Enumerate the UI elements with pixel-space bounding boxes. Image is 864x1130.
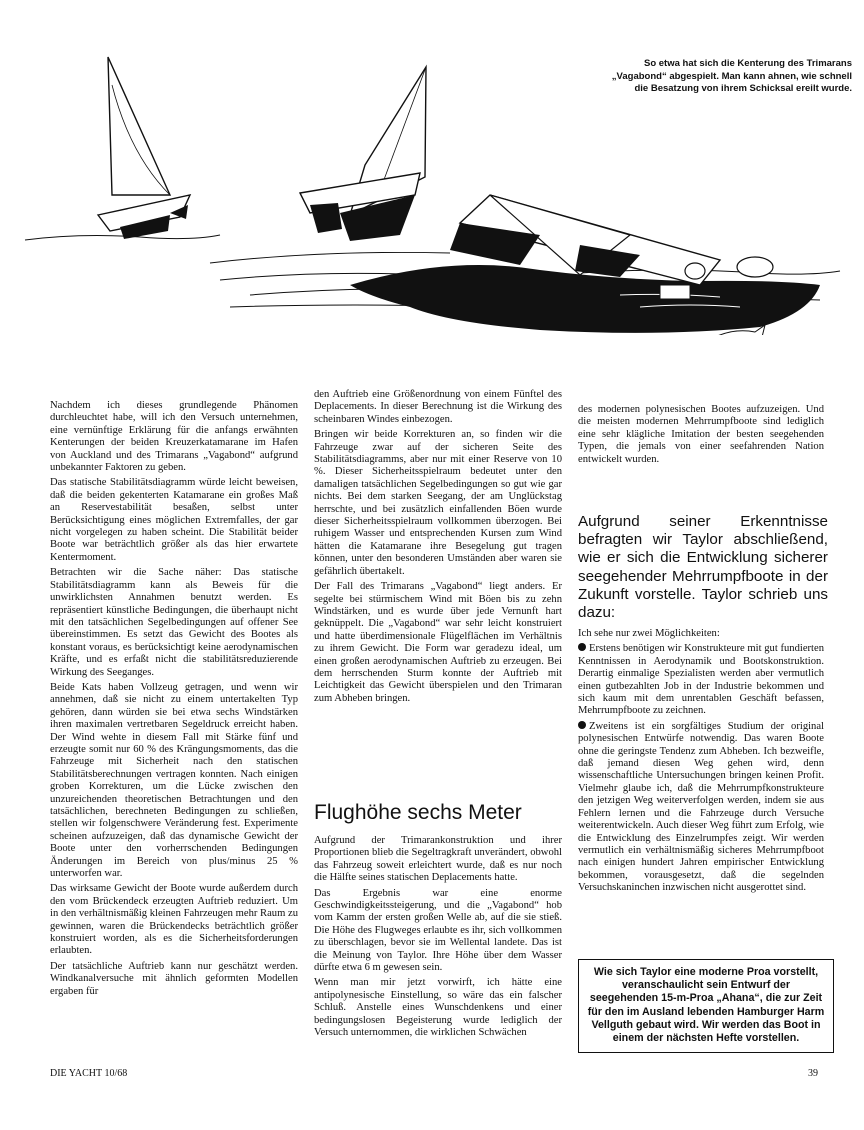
bullet-icon xyxy=(578,643,586,651)
pull-quote: Aufgrund seiner Erkenntnisse befragten wir Taylor abschließend, wie er sich die Entwicklung sicherer seegehender Mehrrumpfboote in der Zukunft vorstelle. Taylor schrieb uns dazu: xyxy=(578,513,828,622)
column-2 xyxy=(314,389,562,708)
paragraph: Ich sehe nur zwei Möglichkeiten: xyxy=(578,628,720,639)
paragraph: Der Fall des Trimarans „Vagabond“ liegt anders. Er segelte bei stürmischem Wind mit Böen bis zu zehn Windstärken, und es wurde über jede Vernunft hart geknüppelt. Die „Vagabond“ war sehr leicht konstruiert und hatte überdimensionale Flügelflächen im Verhältnis zu ihrem Gewicht. Die Form war geradezu ideal, um einen großen aerodynamischen Auftrieb zu erzeugen. Bei dem herrschenden Sturm konnte der Auftrieb mit Leichtigkeit das Gewicht überspielen und den Trimaran zum Abheben bringen. xyxy=(314,581,562,704)
paragraph: Aufgrund der Trimarankonstruktion und ihrer Proportionen blieb die Segeltragkraft unverändert, obwohl das Fahrzeug soweit erleichtert wurde, daß es nur noch die Hälfte seines statischen Deplacements hatte. xyxy=(314,835,562,884)
paragraph: Nachdem ich dieses grundlegende Phänomen durchleuchtet habe, will ich den Versuch unternehmen, eine vernünftige Erklärung für die anfangs erwähnten Kenterungen der beiden Kreuzerkatamarane im Hafen von Auckland und des Trimarans „Vagabond“ aufgrund unbekannter Faktoren zu geben. xyxy=(50,400,298,474)
paragraph: Betrachten wir die Sache näher: Das statische Stabilitätsdiagramm kann als Beweis für die unwirklichsten Annahmen benutzt werden. Es repräsentiert künstliche Bedingungen, die überhaupt nicht mit den tatsächlichen Segelbedingungen auf offener See übereinstimmen. Es setzt das Gewicht des Bootes als konstant voraus, es berücksichtigt keine aerodynamischen Kräfte, und es erfaßt nicht die stabilitätsreduzierende Wirkung des Seeganges. xyxy=(50,567,298,678)
bullet-paragraph: Zweitens ist ein sorgfältiges Studium der original polynesischen Entwürfe notwendig. Das waren Boote ohne die geringste Tendenz zum Abheben. Ich bezweifle, daß jemand diesen Weg gehen wird, denn wissenschaftliche Untersuchungen bringen keinen Profit. Vielmehr glaube ich, daß die Mehrrumpfkonstrukteure den jetzigen Weg weiterverfolgen werden, indem sie aus Fehlern lernen und die Fahrzeuge durch Versuche weiterentwickeln. Auch dieser Weg führt zum Erfolg, wie die Entwicklung des Einzelrumpfes zeigt. Wir werden vermutlich ein verhältnismäßig sicheres Mehrrumpfboot nach einigen hundert Jahren empirischer Entwicklung bekommen, vorausgesetzt, daß die segelnden Versuchskaninchen inzwischen nicht ausgerottet sind. xyxy=(578,720,824,894)
paragraph: Bringen wir beide Korrekturen an, so finden wir die Fahrzeuge zwar auf der sicheren Seite des Stabilitätsdiagramms, aber nur mit einer Reserve von 10 %. Dieser Sicherheitsspielraum bedeutet unter den damaligen tatsächlichen Segelbedingungen so gut wie gar nichts. Bei dem starken Seegang, der am Unglückstag herrschte, und bei zusätzlich einfallenden Böen wurde dieser Sicherheitsspielraum vollkommen überzogen. Bei ruhigem Wasser und entsprechenden Kursen zum Wind hätten die Katamarane ihre Besegelung gut tragen können, unter den besonderen Umständen aber waren sie gefährlich übertakelt. xyxy=(314,429,562,577)
illustration-caption: So etwa hat sich die Kenterung des Trimarans „Vagabond“ abgespielt. Man kann ahnen, wie schnell die Besatzung von ihrem Schicksal ereilt wurde. xyxy=(611,58,852,94)
column-3-continued xyxy=(578,628,824,898)
paragraph: Beide Kats haben Vollzeug getragen, und wenn wir annehmen, daß sie nicht zu einem untertakelten Typ gehören, dann würden sie bei etwa sechs Windstärken ihren maximalen vertretbaren Segeldruck erreicht haben. Der Wind wehte in diesem Fall mit Stärke fünf und erzeugte somit nur 60 % des Krängungsmoments, das die Fahrzeuge mit Sicherheit nach den statischen Stabilitätsberechnungen vertragen konnten. Nach einigen groben Korrekturen, um die Lücke zwischen den unzureichenden theoretischen Betrachtungen und den tatsächlichen, berechneten Bedingungen zu schließen, stellen wir folgenschwere Veränderung fest. Experimente scheinen aufzuzeigen, daß das dynamische Gewicht der Boote unter den vorherrschenden Bedingungen Änderungen im Bereich von plus/minus 25 % unterworfen war. xyxy=(50,681,298,880)
column-2-continued xyxy=(314,835,562,1043)
paragraph: Der tatsächliche Auftrieb kann nur geschätzt werden. Windkanalversuche mit ähnlich geformten Modellen ergaben für xyxy=(50,960,298,997)
info-box: Wie sich Taylor eine moderne Proa vorstellt, veranschaulicht sein Entwurf der seegehenden 15-m-Proa „Ahana“, die zur Zeit für den im Ausland lebenden Hamburger Harm Vellguth gebaut wird. Wir werden das Boot in einem der nächsten Hefte vorstellen. xyxy=(578,959,834,1053)
paragraph: Wenn man mir jetzt vorwirft, ich hätte eine antipolynesische Einstellung, so wäre das ein falscher Schluß. Anstelle eines Wunschdenkens und einer bedingungslosen Begeisterung wurde lediglich der Versuch unternommen, die wirklichen Schwächen xyxy=(314,977,562,1039)
paragraph: des modernen polynesischen Bootes aufzuzeigen. Und die meisten modernen Mehrrumpfboote sind lediglich eine sehr klägliche Imitation der besten seegehenden Typen, die jemals von einer seefahrenden Nation entwickelt wurden. xyxy=(578,404,824,465)
paragraph: den Auftrieb eine Größenordnung von einem Fünftel des Deplacements. In dieser Berechnung ist die Wirkung des scheinbaren Windes einbezogen. xyxy=(314,389,562,425)
column-1 xyxy=(50,400,298,1001)
bullet-icon xyxy=(578,721,586,729)
section-heading: Flughöhe sechs Meter xyxy=(314,801,522,824)
column-3 xyxy=(578,404,824,469)
magazine-issue: DIE YACHT 10/68 xyxy=(50,1068,128,1079)
paragraph: Das Ergebnis war eine enorme Geschwindigkeitssteigerung, und die „Vagabond“ hob vom Kamm der ersten großen Welle ab, auf die sie stieß. Die Höhe des Flugweges erlaubte es ihr, sich vollkommen zu überschlagen, bevor sie im Wellental landete. Das ist die Meinung von Taylor. Ihre Höhe über dem Wasser dürfte etwa 6 m gewesen sein. xyxy=(314,887,562,974)
page-number: 39 xyxy=(808,1068,818,1079)
paragraph: Das wirksame Gewicht der Boote wurde außerdem durch den vom Brückendeck erzeugten Auftrieb reduziert. Um in den verhältnismäßig kleinen Fahrzeugen mehr Raum zu gewinnen, waren die Brückendecks beträchtlich größer konstruiert worden, als es die Sicherheitsforderungen erlaubten. xyxy=(50,883,298,957)
paragraph: Das statische Stabilitätsdiagramm würde leicht beweisen, daß die beiden gekenterten Katamarane ein großes Maß an Reservestabilität besaßen, selbst unter Berücksichtigung eines möglichen Extremfalles, der gar nicht vorgelegen zu haben scheint. Die Stabilität beider Boote war beträchtlich größer als das hier erwartete Kentermoment. xyxy=(50,477,298,563)
bullet-paragraph: Erstens benötigen wir Konstrukteure mit gut fundierten Kenntnissen in Aerodynamik und Bootskonstruktion. Derartig einmalige Spezialisten werden aber vermutlich einen gutbezahlten Job in der Industrie bekommen und sich kaum mit dem unrentablen Geschäft befassen, Mehrrumpfboote zu zeichnen. xyxy=(578,643,824,717)
